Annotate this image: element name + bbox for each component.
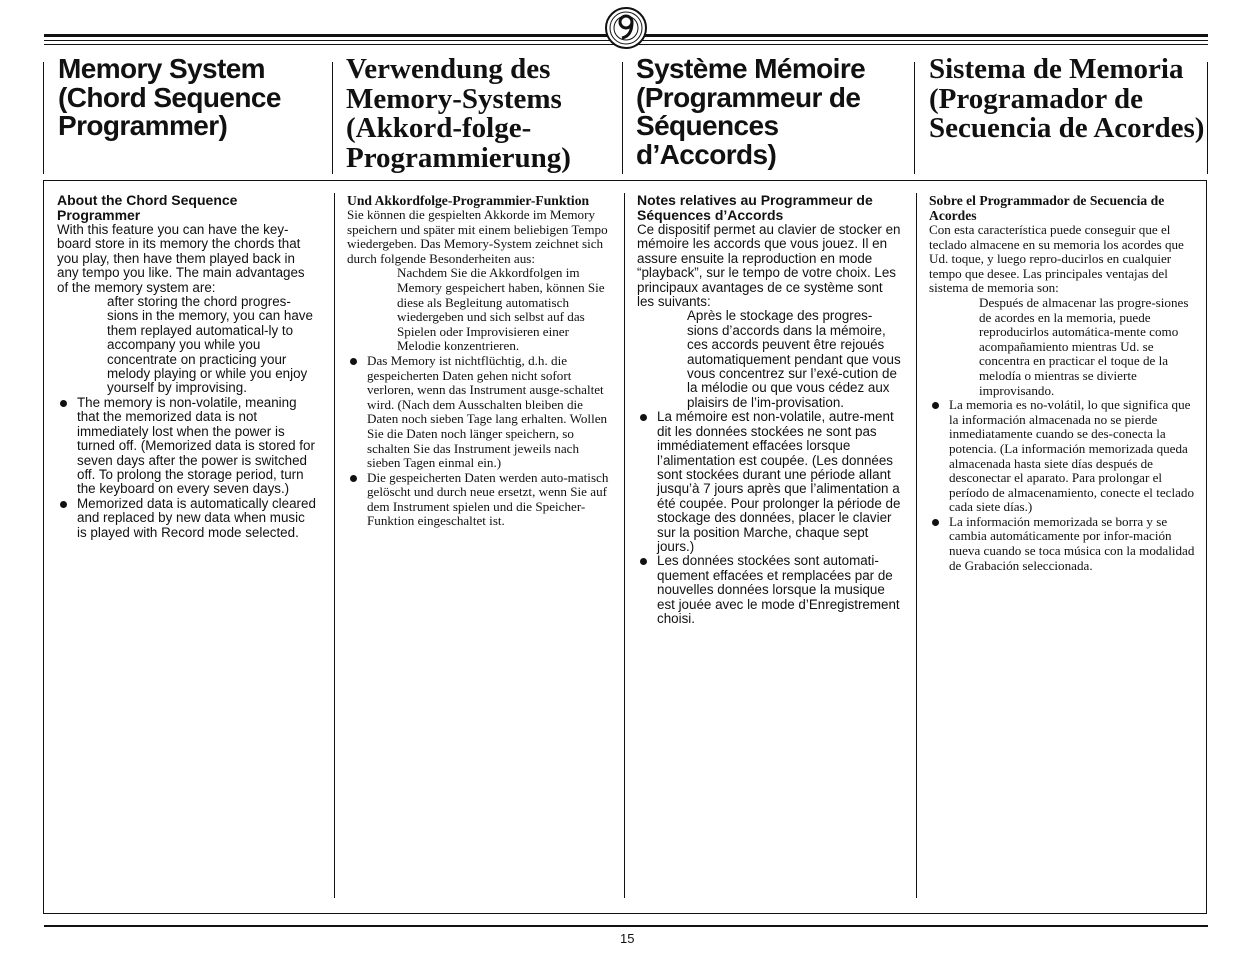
chapter-badge-icon [604,6,648,50]
title-divider-3 [622,62,623,174]
bullet-icon [640,558,647,565]
bottom-rule [44,925,1208,927]
intro-paragraph: Ce dispositif permet au clavier de stocker en mémoire les accords que vous jouez. Il en assure ensuite la reproduction en mode “playback”, sur le tempo de votre choix. Les principaux avantages de ce système sont les suivants: [637,222,901,310]
body-divider-3 [916,193,917,898]
list-item: Die gespeicherten Daten werden auto-matisch gelöscht und durch neue ersetzt, wenn Sie auf dem Instrument spielen und die Speicher-Funktion eingeschaltet ist. [347,471,613,529]
section-heading: Notes relatives au Programmeur de Séquences d’Accords [637,192,873,223]
bullet-icon [350,358,357,365]
intro-paragraph: Con esta característica puede conseguir que el teclado almacene en su memoria los acordes que Ud. toque, y luego repro-ducirlos en cualquier tempo que desee. Las principales ventajas del sistema de memoria son: [929,222,1184,296]
column-german [347,193,613,529]
list-item: Das Memory ist nichtflüchtig, d.h. die gespeicherten Daten gehen nicht sofort verloren, wenn das Instrument ausge-schaltet wird. (Nach dem Ausschalten bleiben die Daten noch sieben Tage lang erhalten. Wollen Sie die Daten noch länger speichern, so schalten Sie das Instrument jeweils nach sieben Tagen einmal ein.) [347,354,613,471]
title-divider-4 [914,62,915,174]
indented-paragraph: Después de almacenar las progre-siones de acordes en la memoria, puede reproducirlos automática-mente como acompañamiento mientras Ud. se concentra en practicar el toque de la melodía o mientras se divierte improvisando. [979,294,1189,398]
indented-paragraph: Nachdem Sie die Akkordfolgen im Memory gespeichert haben, können Sie diese als Begleitung automatisch wiedergeben und sich selbst auf das Spielen oder Improvisieren einer Melodie konzentrieren. [397,265,605,354]
bullet-icon [350,475,357,482]
title-divider-5 [1207,62,1208,174]
intro-paragraph: With this feature you can have the key-board store in its memory the chords that you play, then have them played back in any tempo you like. The main advantages of the memory system are: [57,222,305,295]
title-divider-2 [332,62,333,174]
section-heading: About the Chord Sequence Programmer [57,192,238,223]
bullet-icon [932,402,939,409]
bullet-list [637,410,903,626]
page-number: 15 [620,931,635,946]
list-item: Les données stockées sont automati-quement effacées et remplacées par de nouvelles données lorsque la musique est jouée avec le mode d’Enregistrement choisi. [637,554,903,626]
column-french [637,193,903,626]
bullet-list [57,396,317,540]
title-spanish: Sistema de Memoria (Programador de Secuencia de Acordes) [929,53,1205,145]
bullet-icon [640,414,647,421]
bullet-list [347,354,613,529]
list-item: La información memorizada se borra y se cambia automáticamente por infor-mación nueva cuando se toca música con la modalidad de Grabación seleccionada. [929,515,1195,573]
title-german: Verwendung des Memory-Systems (Akkord-folge- Programmierung) [346,53,571,174]
section-heading: Und Akkordfolge-Programmier-Funktion [347,193,590,208]
indented-paragraph: Après le stockage des progres-sions d’accords dans la mémoire, ces accords peuvent être rejoués automatiquement pendant que vous vous concentrez sur l’exé-cution de la mélodie ou que vous cédez aux plaisirs de l’im-provisation. [687,308,901,410]
column-spanish [929,193,1195,573]
bullet-icon [932,519,939,526]
intro-paragraph: Sie können die gespielten Akkorde im Memory speichern und später mit einem beliebigen Tempo wiedergeben. Das Memory-System zeichnet sich durch folgende Besonderheiten aus: [347,207,608,266]
column-english [57,193,317,540]
section-heading: Sobre el Programmador de Secuencia de Acordes [929,193,1165,223]
title-english: Memory System (Chord Sequence Programmer) [58,53,281,142]
list-item: Memorized data is automatically cleared and replaced by new data when music is played with Record mode selected. [57,497,317,540]
body-divider-1 [334,193,335,898]
title-divider-1 [43,62,44,174]
bullet-icon [60,501,67,508]
body-divider-2 [624,193,625,898]
list-item: La memoria es no-volátil, lo que significa que la información almacenada no se pierde inmediatamente cuando se des-conecta la potencia. (La información memorizada queda almacenada hasta siete días después de desconectar el aparato. Para prolongar el período de almacenamiento, conecte el teclado cada siete días.) [929,398,1195,515]
title-french: Système Mémoire (Programmeur de Séquences d’Accords) [636,53,866,170]
bullet-icon [60,400,67,407]
list-item: The memory is non-volatile, meaning that the memorized data is not immediately lost when the power is turned off. (Memorized data is stored for seven days after the power is switched off. To prolong the storage period, turn the keyboard on every seven days.) [57,396,317,497]
indented-paragraph: after storing the chord progres-sions in the memory, you can have them replayed automatical-ly to accompany you while you concentrate on practicing your melody playing or while you enjoy yourself by improvising. [107,294,313,396]
list-item: La mémoire est non-volatile, autre-ment dit les données stockées ne sont pas immédiatement effacées lorsque l’alimentation est coupée. (Les données sont stockées durant une période allant jusqu’à 7 jours après que l’alimentation a été coupée. Pour prolonger la période de stockage des données, placer le clavier sur la position Marche, chaque sept jours.) [637,410,903,554]
bullet-list [929,398,1195,573]
